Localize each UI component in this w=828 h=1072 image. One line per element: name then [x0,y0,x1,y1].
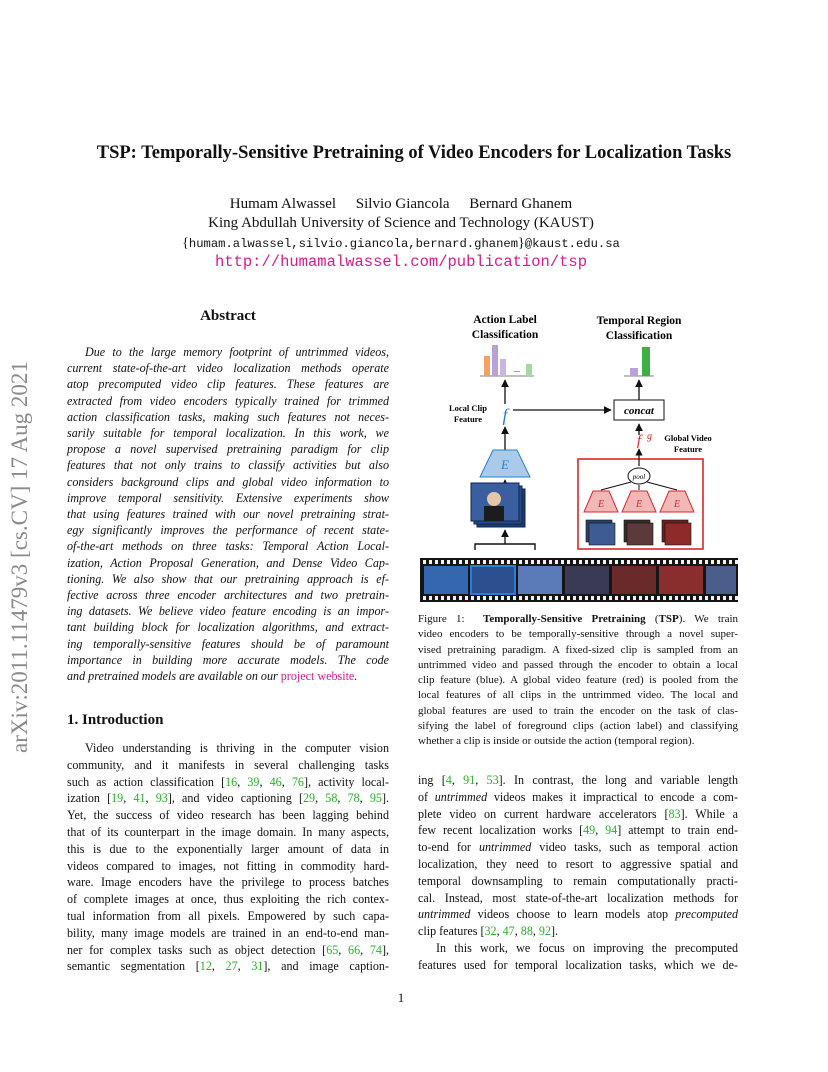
abstract-heading: Abstract [200,308,256,324]
sprocket-hole [603,596,606,600]
global-encoder-label: E [597,499,605,510]
sprocket-hole [465,560,468,564]
author-name: Silvio Giancola [355,196,450,212]
global-feature-f: f [636,433,642,449]
sprocket-hole [525,596,528,600]
abstract-line: ing datasets. We believe video feature encoding is an impor- [67,604,389,619]
sprocket-hole [507,596,510,600]
sprocket-hole [459,560,462,564]
sprocket-hole [627,560,630,564]
sprocket-hole [555,596,558,600]
caption-label: Figure 1: [418,613,465,625]
author-name: Bernard Ghanem [469,196,573,212]
sprocket-hole [615,560,618,564]
sprocket-hole [507,560,510,564]
project-url-link[interactable]: http://humamalwassel.com/publication/tsp [214,253,588,271]
abstract-line: of-the-art methods on three tasks: Temporal Action Local- [67,539,389,554]
abstract-line: tant building block for localization algorithms, and extract- [67,620,389,635]
sprocket-hole [615,596,618,600]
sprocket-hole [723,560,726,564]
sprocket-hole [663,560,666,564]
action-label-bars [480,345,534,376]
figure-1-diagram [418,304,740,604]
abstract-line: extracted from video encoders typically trained for trimmed [67,393,389,408]
figure-1-caption: Figure 1: Temporally-Sensitive Pretraining (TSP). We train video encoders to be temporally-sensitive through a novel super- vised pretraining paradigm. A fixed-sized clip is sampled from an untrimmed video and passed through the encoder to obtain a local clip feature (blue). A global video feature (red) is pooled from the local features of all clips in the untrimmed video. The local and global features are used to train the encoder on the task of clas- sifying the label of foreground clips (action label) and classifying whether a clip is inside or outside the action (temporal region). [418,612,738,750]
abstract-line: ing temporally-sensitive features should be of paramount [67,636,389,651]
sprocket-hole [675,596,678,600]
sprocket-hole [657,596,660,600]
sprocket-hole [513,560,516,564]
sprocket-hole [519,596,522,600]
sprocket-hole [693,560,696,564]
action-label-heading-2: Classification [471,329,539,341]
sprocket-hole [633,596,636,600]
sprocket-hole [471,596,474,600]
sprocket-hole [549,560,552,564]
affiliation: King Abdullah University of Science and Technology (KAUST) [208,215,594,231]
action-bar [526,364,532,376]
sprocket-hole [465,596,468,600]
sprocket-hole [447,560,450,564]
abstract-line: considers background clips and global video information to [67,474,389,489]
sprocket-hole [423,560,426,564]
sprocket-hole [681,560,684,564]
sprocket-hole [639,596,642,600]
sprocket-hole [555,560,558,564]
sprocket-hole [669,560,672,564]
abstract-text: . [354,669,358,684]
sprocket-hole [699,596,702,600]
sprocket-hole [627,596,630,600]
abstract-line: improve temporal sensitivity. Extensive experiments show [67,490,389,505]
paper-title: TSP: Temporally-Sensitive Pretraining of Video Encoders for Localization Tasks [96,143,732,163]
arxiv-stamp: arXiv:2011.11479v3 [cs.CV] 17 Aug 2021 [7,361,32,753]
sprocket-hole [579,596,582,600]
sprocket-hole [687,560,690,564]
global-clip-frames [586,520,691,545]
abstract-line [67,668,389,684]
sprocket-hole [561,560,564,564]
sprocket-hole [543,596,546,600]
sprocket-hole [609,560,612,564]
abstract-line: sarily suitable for temporal localization. In this work, we [67,426,389,441]
sprocket-hole [687,596,690,600]
sprocket-hole [531,596,534,600]
sprocket-hole [477,596,480,600]
global-encoder-label: E [673,499,681,510]
author-name: Humam Alwassel [229,196,337,212]
sprocket-hole [543,560,546,564]
sprocket-hole [519,560,522,564]
sprocket-hole [591,560,594,564]
sprocket-hole [705,560,708,564]
region-bar [630,368,638,376]
local-encoder-label: E [501,457,509,472]
sprocket-hole [585,596,588,600]
global-video-label-2: Feature [673,444,703,454]
sprocket-hole [471,560,474,564]
sprocket-hole [591,596,594,600]
sprocket-hole [477,560,480,564]
sprocket-hole [717,560,720,564]
sprocket-hole [567,560,570,564]
abstract-line: that using features trained with our novel pretraining strat- [67,507,389,522]
sprocket-hole [693,596,696,600]
abstract-line: propose a novel supervised pretraining paradigm for clip [67,442,389,457]
abstract-line: atop precomputed video clip features. These features are [67,377,389,392]
sprocket-hole [489,560,492,564]
email-names: humam.alwassel,silvio.giancola,bernard.ghanem [188,237,519,251]
sprocket-hole [603,560,606,564]
global-encoder-label: E [635,499,643,510]
sprocket-hole [675,560,678,564]
intro-right-column: ing [4, 91, 53]. In contrast, the long and variable length of untrimmed videos makes it impractical to encode a com- plete video on current hardware accelerators [83]. While a few recent localization works [49, 94] attempt to train end- to-end for untrimmed video tasks, such as temporal action localization, they need to resort to aggressive spatial and temporal downsampling to remain computationally practi- cal. Instead, most state-of-the-art localization methods for untrimmed videos choose to learn models atop precomputed clip features [32, 47, 88, 92]. In this work, we focus on improving the precomputed features used for temporal localization tasks, which we de- [418,773,739,972]
caption-line: whether a clip is inside or outside the action (temporal region). [418,735,695,748]
sprocket-hole [531,560,534,564]
action-label-heading: Action Label [473,314,537,326]
action-bar [492,345,498,376]
abstract-line: egy significantly improves the performance of recent state- [67,523,389,538]
email-domain: @kaust.edu.sa [524,237,620,251]
local-clip-label: Local Clip [448,403,488,413]
abstract-text: and pretrained models are available on our [67,669,281,684]
sprocket-hole [429,596,432,600]
sprocket-hole [657,560,660,564]
page-number: 1 [397,990,405,1005]
sprocket-hole [597,596,600,600]
temporal-region-bars [624,347,654,376]
sprocket-hole [513,596,516,600]
temporal-region-heading: Temporal Region [596,315,682,327]
sprocket-hole [495,560,498,564]
caption-line: video encoders to be temporally-sensitive through a novel super- [418,628,738,641]
concat-label: concat [624,405,654,417]
sprocket-hole [435,560,438,564]
sprocket-hole [729,596,732,600]
sprocket-hole [579,560,582,564]
sprocket-hole [639,560,642,564]
sprocket-hole [489,596,492,600]
sprocket-hole [645,560,648,564]
temporal-region-heading-2: Classification [605,330,673,342]
action-bar [500,359,506,376]
sprocket-hole [735,596,738,600]
local-clip-label-2: Feature [453,414,483,424]
caption-line: sifying the label of foreground clips (action label) and classifying [418,720,738,733]
abstract-line: fective across three encoder architectures and two pretrain- [67,588,389,603]
region-bar [642,347,650,376]
intro-left-column: Video understanding is thriving in the computer vision community, and it manifests in several challenging tasks such as action classification [16, 39, 46, 76], activity local- ization [19, 41, 93], and video captioning [29, 58, 78, 95]. Yet, the success of video research has been lagging behind that of its counterpart in the image domain. In many aspects, this is due to the exponentially larger amount of data in videos compared to images, not fitting in commodity hard- ware. Image encoders have the privilege to process batches of complete images at once, thus exploiting the rich contex- tual information from all pixels. Empowered by such capa- bility, many image models are trained in an end-to-end man- ner for complex tasks such as object detection [65, 66, 74], semantic segmentation [12, 27, 31], and image caption- [67,741,390,974]
abstract-line: importance in building more accurate models. The code [67,652,389,667]
sprocket-hole [633,560,636,564]
sprocket-hole [723,596,726,600]
sprocket-hole [735,560,738,564]
sprocket-hole [597,560,600,564]
sprocket-hole [441,596,444,600]
pool-label: pool [632,473,646,481]
sprocket-hole [495,596,498,600]
sprocket-hole [561,596,564,600]
abstract-body [67,344,389,684]
sprocket-hole [711,596,714,600]
caption-line: untrimmed video and passed through the encoder to obtain a local [418,658,738,671]
sprocket-hole [573,596,576,600]
caption-bold-title: Temporally-Sensitive Pretraining [483,613,646,625]
sprocket-hole [711,560,714,564]
abstract-line: ization, Action Proposal Generation, and Dense Video Cap- [67,555,389,570]
abstract-line: features that not only trains to classify activities but also [67,458,389,473]
sampled-clip-frames [471,483,525,527]
sprocket-hole [699,560,702,564]
sprocket-hole [483,596,486,600]
sprocket-hole [537,560,540,564]
sprocket-hole [429,560,432,564]
sprocket-hole [567,596,570,600]
abstract-line: tioning. We also show that our pretraining approach is ef- [67,571,389,586]
sprocket-hole [573,560,576,564]
author-emails: {humam.alwassel,silvio.giancola,bernard.ghanem}@kaust.edu.sa [182,236,620,251]
sprocket-hole [621,596,624,600]
sprocket-hole [585,560,588,564]
sprocket-hole [441,560,444,564]
sprocket-hole [645,596,648,600]
sprocket-hole [651,560,654,564]
author-list [0,196,802,213]
sprocket-hole [453,596,456,600]
bars-ellipsis: ... [514,365,520,374]
sprocket-hole [435,596,438,600]
sprocket-hole [501,596,504,600]
local-feature-f: f [502,405,508,425]
sprocket-hole [537,596,540,600]
sprocket-hole [423,596,426,600]
untrimmed-video-filmstrip [420,558,738,602]
abstract-line: current state-of-the-art video localization methods operate [67,361,389,376]
sprocket-hole [549,596,552,600]
caption-line: clip feature (blue). A global video feature (red) is pooled from the [418,674,738,687]
caption-abbreviation: TSP [658,613,679,625]
abstract-line: Due to the large memory footprint of untrimmed videos, [85,345,389,359]
project-website-link[interactable]: project website [280,669,355,684]
sprocket-hole [459,596,462,600]
sprocket-hole [525,560,528,564]
global-feature-sup: g [647,431,652,442]
sprocket-hole [651,596,654,600]
sprocket-hole [669,596,672,600]
sprocket-hole [729,560,732,564]
caption-text: . We train [682,613,739,625]
caption-line: vised pretraining paradigm. A fixed-sized clip is sampled from an [418,643,738,656]
sprocket-hole [705,596,708,600]
section-heading: 1. Introduction [67,712,164,728]
sprocket-hole [483,560,486,564]
sprocket-hole [663,596,666,600]
caption-line: local features of all clips in the untrimmed video. The local and [418,689,738,702]
sprocket-hole [501,560,504,564]
sprocket-hole [717,596,720,600]
global-video-label: Global Video [664,433,712,443]
sprocket-hole [453,560,456,564]
action-bar [484,356,490,376]
sprocket-hole [447,596,450,600]
caption-line: global features are used to train the encoder on the task of clas- [418,704,738,717]
sprocket-hole [681,596,684,600]
abstract-line: action classification tasks, making such features not neces- [67,409,389,424]
sprocket-hole [609,596,612,600]
sprocket-hole [621,560,624,564]
